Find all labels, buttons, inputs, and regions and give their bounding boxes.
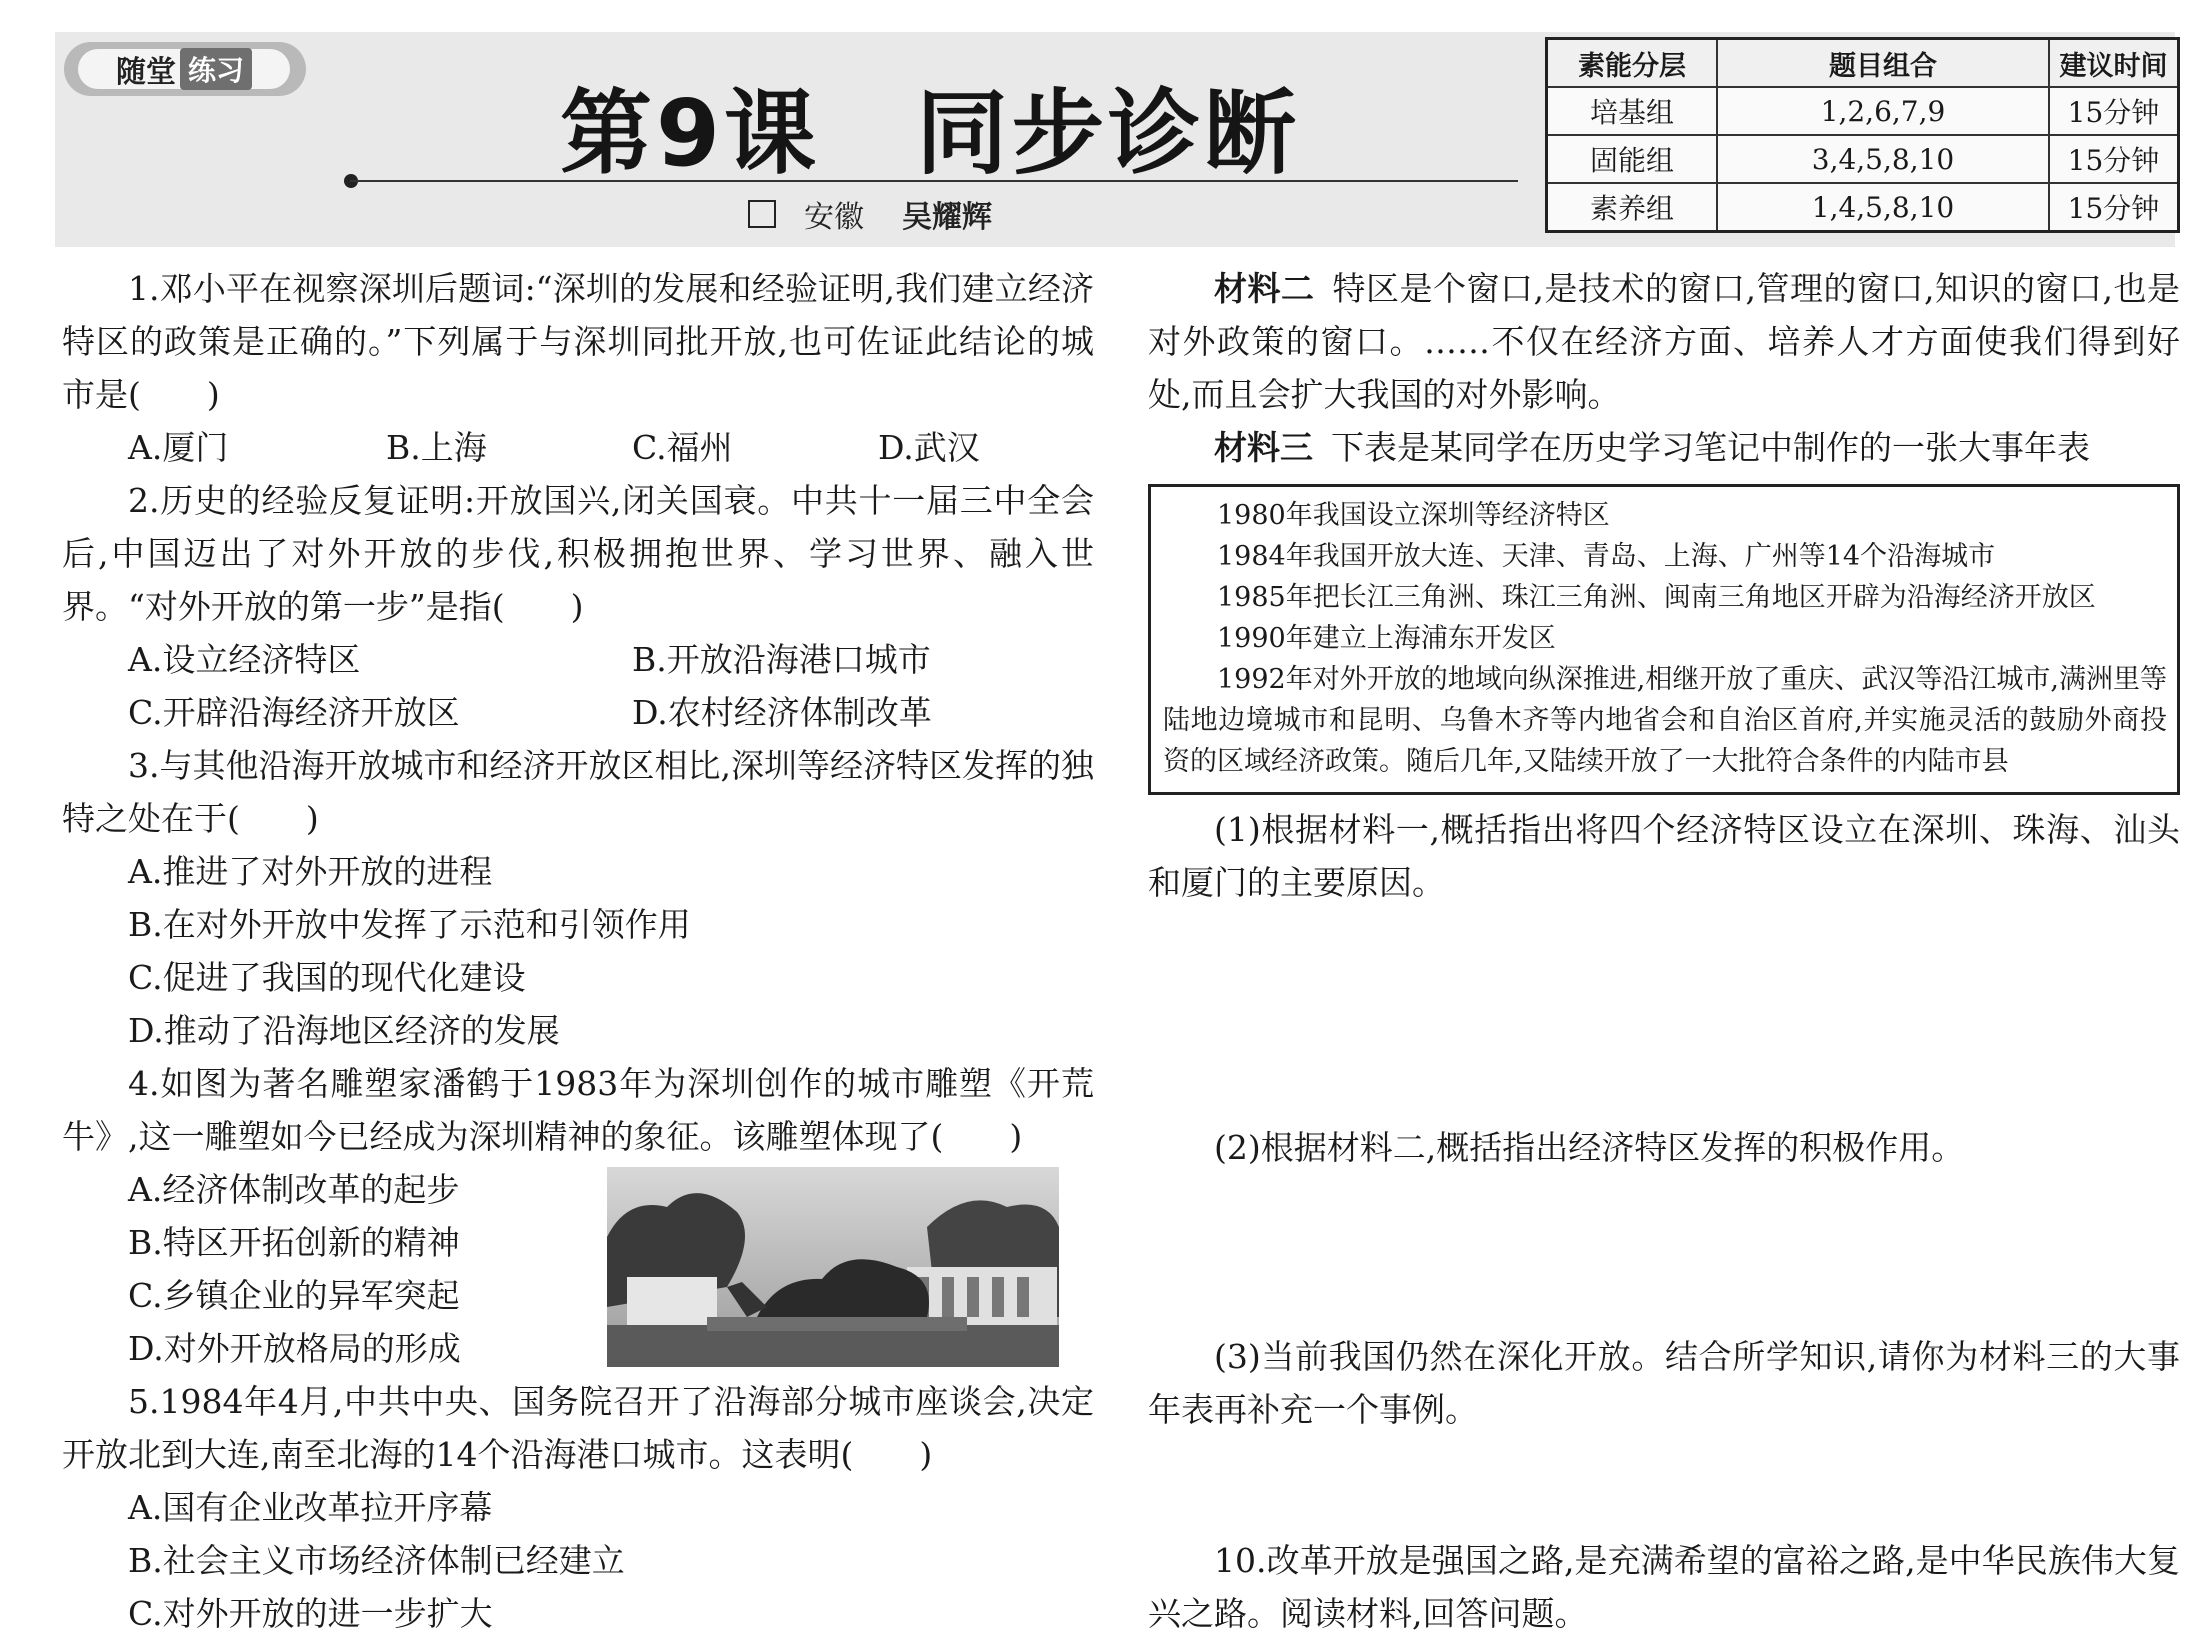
difficulty-table — [1545, 37, 2180, 233]
author-province: 安徽 — [804, 200, 864, 235]
table-header-cell: 建议时间 — [2049, 39, 2179, 88]
material-3-text: 下表是某同学在历史学习笔记中制作的一张大事年表 — [1331, 428, 2090, 467]
timeline-box — [1148, 484, 2180, 795]
table-cell: 培基组 — [1547, 87, 1718, 135]
material-3-label: 材料三 — [1214, 428, 1313, 467]
table-header-cell: 素能分层 — [1547, 39, 1718, 88]
option: A.经济体制改革的起步 — [128, 1170, 460, 1209]
table-row — [1547, 135, 2179, 183]
option: D.推动了沿海地区经济的发展 — [128, 1011, 560, 1050]
subquestion-2: (2)根据材料二,概括指出经济特区发挥的积极作用。 — [1214, 1128, 1965, 1167]
question-10-stem: 10.改革开放是强国之路,是充满希望的富裕之路,是中华民族伟大复兴之路。阅读材料,回答问题。 — [1148, 1541, 2180, 1633]
option: A.推进了对外开放的进程 — [128, 852, 493, 891]
subquestion-1: (1)根据材料一,概括指出将四个经济特区设立在深圳、珠海、汕头和厦门的主要原因。 — [1148, 810, 2180, 902]
question-5-stem: 5.1984年4月,中共中央、国务院召开了沿海部分城市座谈会,决定开放北到大连,南至北海的14个沿海港口城市。这表明( ) — [62, 1382, 1094, 1474]
section-tag-part2: 练习 — [180, 48, 252, 90]
table-cell: 15分钟 — [2049, 87, 2179, 135]
option: C.开辟沿海经济开放区 — [128, 693, 460, 732]
option: C.福州 — [632, 428, 733, 467]
option: D.对外开放格局的形成 — [128, 1329, 461, 1368]
right-column — [1148, 262, 2180, 1640]
option: A.厦门 — [128, 428, 229, 467]
sculpture-photo — [607, 1167, 1059, 1367]
section-tag-part1: 随堂 — [115, 55, 176, 90]
question-2-options-row2 — [62, 686, 1094, 739]
question-4-stem: 4.如图为著名雕塑家潘鹤于1983年为深圳创作的城市雕塑《开荒牛》,这一雕塑如今已经成为深圳精神的象征。该雕塑体现了( ) — [62, 1064, 1094, 1156]
section-tag — [64, 42, 306, 96]
option: C.对外开放的进一步扩大 — [128, 1594, 493, 1633]
option: C.乡镇企业的异军突起 — [128, 1276, 460, 1315]
table-cell: 素养组 — [1547, 183, 1718, 232]
option: A.国有企业改革拉开序幕 — [128, 1488, 493, 1527]
table-row — [1547, 87, 2179, 135]
option: D.农村经济体制改革 — [632, 693, 932, 732]
option: C.促进了我国的现代化建设 — [128, 958, 526, 997]
subquestion-3: (3)当前我国仍然在深化开放。结合所学知识,请你为材料三的大事年表再补充一个事例。 — [1148, 1337, 2180, 1429]
question-2-options-row1 — [62, 633, 1094, 686]
table-cell: 1,4,5,8,10 — [1717, 183, 2049, 232]
table-cell: 1,2,6,7,9 — [1717, 87, 2049, 135]
difficulty-table-header — [1547, 39, 2179, 88]
answer-space[interactable] — [1148, 1174, 2180, 1330]
question-3-stem: 3.与其他沿海开放城市和经济开放区相比,深圳等经济特区发挥的独特之处在于( ) — [62, 746, 1094, 838]
option: D.武汉 — [878, 428, 980, 467]
page-title: 第9课 同步诊断 — [560, 80, 1301, 187]
material-2 — [1148, 262, 2180, 421]
answer-space[interactable] — [1148, 909, 2180, 1121]
option: A.设立经济特区 — [128, 640, 361, 679]
table-cell: 15分钟 — [2049, 135, 2179, 183]
material-3 — [1148, 421, 2180, 474]
option: B.特区开拓创新的精神 — [128, 1223, 460, 1262]
question-1-options — [62, 421, 1094, 474]
timeline-item: 1984年我国开放大连、天津、青岛、上海、广州等14个沿海城市 — [1217, 541, 1996, 572]
timeline-item: 1990年建立上海浦东开发区 — [1217, 623, 1556, 654]
timeline-item: 1985年把长江三角洲、珠江三角洲、闽南三角地区开辟为沿海经济开放区 — [1217, 582, 2096, 613]
section-tag-inner — [78, 49, 290, 89]
table-header-cell: 题目组合 — [1717, 39, 2049, 88]
left-column — [62, 262, 1094, 1640]
option: B.在对外开放中发挥了示范和引领作用 — [128, 905, 691, 944]
square-icon — [748, 200, 776, 228]
timeline-item: 1992年对外开放的地域向纵深推进,相继开放了重庆、武汉等沿江城市,满洲里等陆地边境城市和昆明、乌鲁木齐等内地省会和自治区首府,并实施灵活的鼓励外商投资的区域经济政策。随后几年,又陆续开放了一大批符合条件的内陆市县 — [1163, 664, 2167, 777]
sculpture-photo-graphic — [607, 1167, 1059, 1367]
author-line — [748, 192, 992, 236]
table-cell: 3,4,5,8,10 — [1717, 135, 2049, 183]
question-1-stem: 1.邓小平在视察深圳后题词:“深圳的发展和经验证明,我们建立经济特区的政策是正确的。”下列属于与深圳同批开放,也可佐证此结论的城市是( ) — [62, 269, 1094, 414]
title-rule — [350, 180, 1518, 182]
table-cell: 固能组 — [1547, 135, 1718, 183]
option: B.开放沿海港口城市 — [632, 640, 931, 679]
question-4-options — [62, 1163, 1094, 1375]
material-2-label: 材料二 — [1214, 269, 1315, 308]
answer-space[interactable] — [1148, 1436, 2180, 1534]
author-name: 吴耀辉 — [902, 200, 992, 235]
material-2-text: 特区是个窗口,是技术的窗口,管理的窗口,知识的窗口,也是对外政策的窗口。……不仅在经济方面、培养人才方面使我们得到好处,而且会扩大我国的对外影响。 — [1148, 269, 2181, 414]
table-row — [1547, 183, 2179, 232]
option: B.上海 — [386, 428, 487, 467]
table-cell: 15分钟 — [2049, 183, 2179, 232]
question-2-stem: 2.历史的经验反复证明:开放国兴,闭关国衰。中共十一届三中全会后,中国迈出了对外开放的步伐,积极拥抱世界、学习世界、融入世界。“对外开放的第一步”是指( ) — [62, 481, 1094, 626]
timeline-item: 1980年我国设立深圳等经济特区 — [1217, 500, 1610, 531]
option: B.社会主义市场经济体制已经建立 — [128, 1541, 625, 1580]
